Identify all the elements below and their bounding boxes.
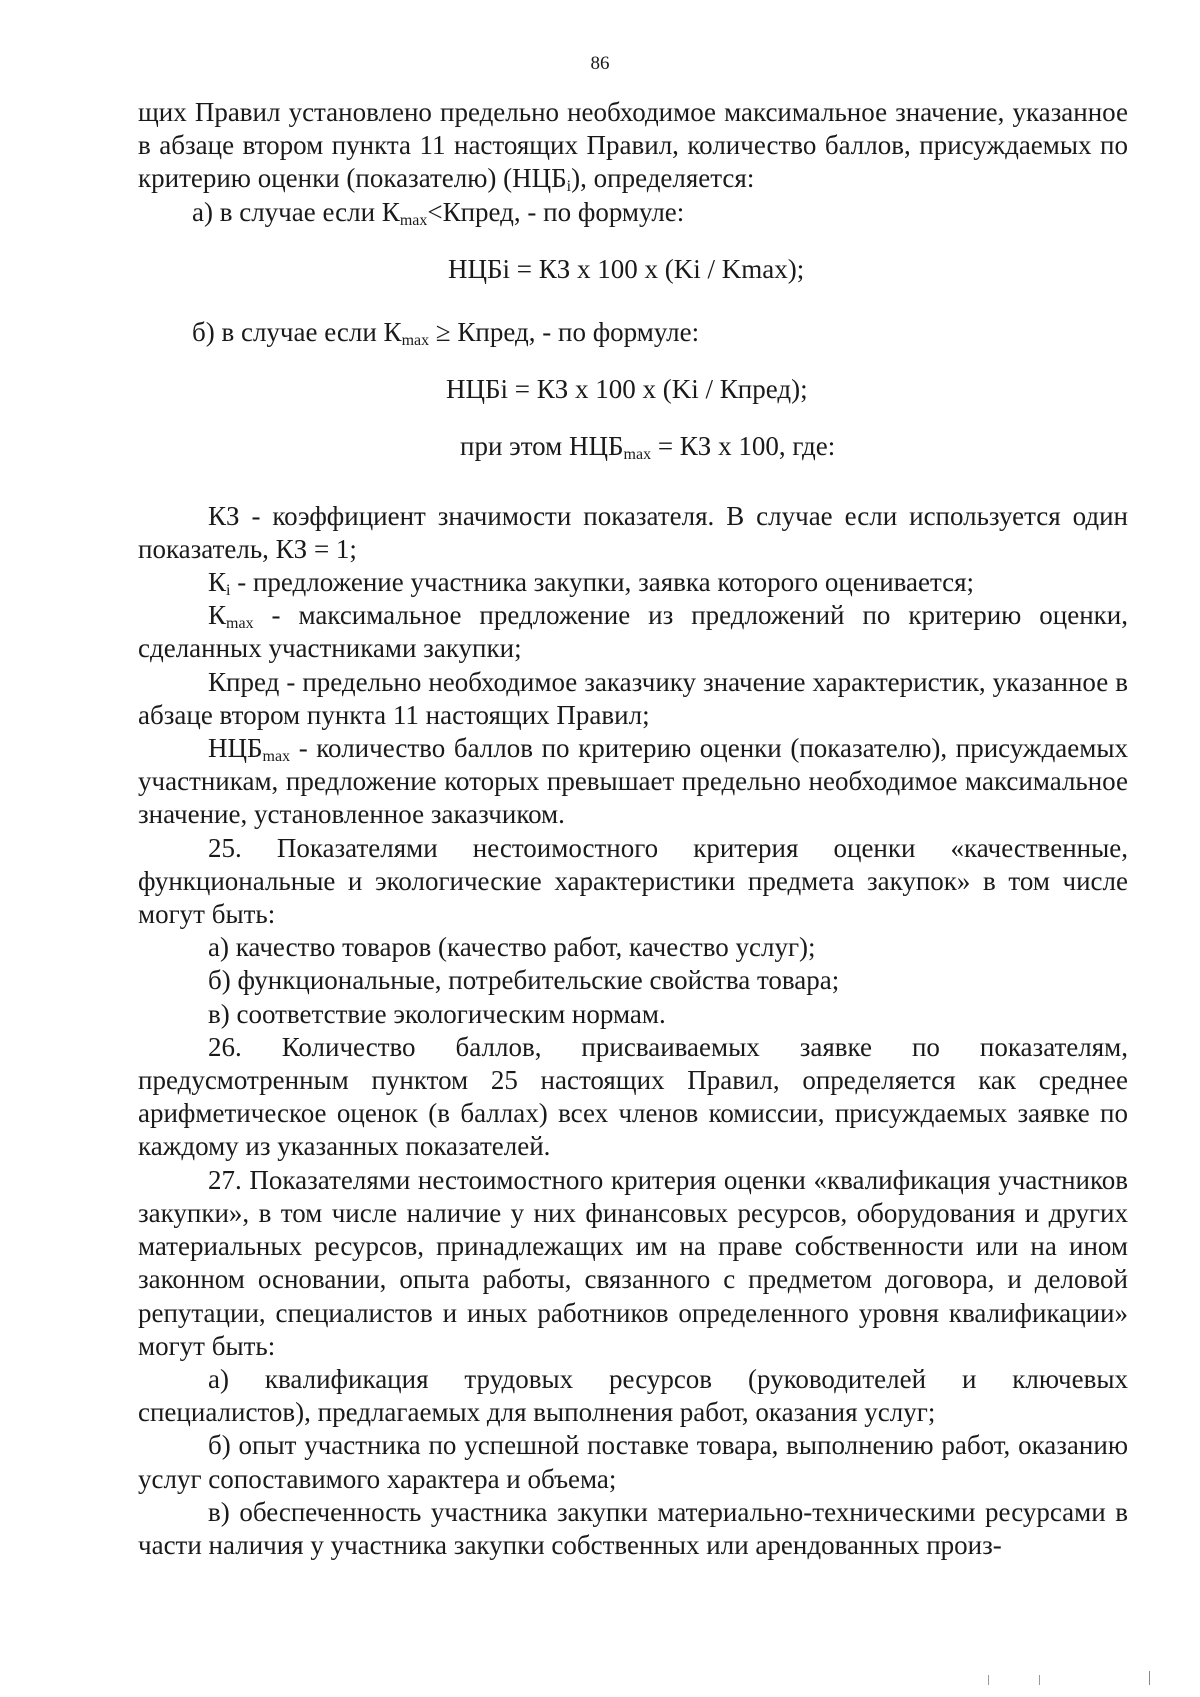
- clause-27: 27. Показателями нестоимостного критерия оценки «квалификация участников закупки», в том числе наличие у них финансовых ресурсов, оборудования и других материальных ресурсов, принадлежащих им на праве собственности или на ином законном основании, опыта работы, связанного с предметом договора, и деловой репутации, специалистов и иных работников определенного уровня квалификации» могут быть:: [138, 1164, 1128, 1361]
- definition-kmax-subscript: max: [226, 615, 254, 633]
- scan-edge-tick: [1149, 1671, 1150, 1685]
- condition-b-subscript: max: [401, 332, 430, 350]
- page-content: [138, 96, 1128, 1562]
- intro-paragraph: [138, 96, 1128, 196]
- formula-3-end: = КЗ x 100, где:: [651, 431, 836, 462]
- condition-a-text: а) в случае если К: [192, 196, 400, 227]
- page-number: 86: [590, 53, 610, 74]
- definition-ki-text: - предложение участника закупки, заявка которого оценивается;: [230, 567, 975, 598]
- formula-1: НЦБi = КЗ x 100 x (Ki / Kmax);: [448, 253, 805, 284]
- condition-b: [138, 316, 1128, 349]
- definition-kmax: [138, 599, 1128, 665]
- clause-26: 26. Количество баллов, присваиваемых заявке по показателям, предусмотренным пунктом 25 настоящих Правил, определяется как среднее арифметическое оценок (в баллах) всех членов комиссии, присуждаемых заявке по каждому из указанных показателей.: [138, 1031, 1128, 1162]
- definition-ki: [138, 566, 1128, 599]
- condition-a-subscript: max: [399, 211, 428, 229]
- intro-text: щих Правил установлено предельно необходимое максимальное значение, указанное в абзаце втором пункта 11 настоящих Правил, количество баллов, присуждаемых по критерию оценки (показателю) (НЦБ: [138, 97, 1128, 194]
- definition-ncbmax-subscript: max: [262, 748, 291, 766]
- definition-kmax-text: - максимальное предложение из предложений по критерию оценки, сделанных участниками закупки;: [138, 600, 1128, 664]
- definition-ki-subscript: i: [226, 582, 231, 600]
- condition-b-text: б) в случае если К: [192, 317, 402, 348]
- clause-27-item-a: а) квалификация трудовых ресурсов (руководителей и ключевых специалистов), предлагаемых для выполнения работ, оказания услуг;: [138, 1363, 1128, 1428]
- definition-kmax-symbol: К: [208, 600, 227, 631]
- clause-25-item-a: а) качество товаров (качество работ, качество услуг);: [208, 932, 816, 963]
- condition-a-end: <Кпред, - по формуле:: [427, 196, 685, 227]
- formula-2: НЦБi = КЗ x 100 x (Ki / Кпред);: [446, 374, 808, 405]
- condition-b-end: ≥ Кпред, - по формуле:: [429, 317, 700, 348]
- formula-3: [138, 430, 1128, 463]
- intro-end: ), определяется:: [571, 163, 755, 194]
- definition-ncbmax-text: - количество баллов по критерию оценки (показателю), присуждаемых участникам, предложение которых превышает предельно необходимое максимальное значение, установленное заказчиком.: [138, 733, 1128, 830]
- clause-25-item-c: в) соответствие экологическим нормам.: [208, 998, 666, 1029]
- clause-25: 25. Показателями нестоимостного критерия оценки «качественные, функциональные и экологические характеристики предмета закупок» в том числе могут быть:: [138, 832, 1128, 930]
- formula-3-text: при этом НЦБ: [460, 431, 624, 462]
- clause-27-item-c: в) обеспеченность участника закупки материально-техническими ресурсами в части наличия у участника закупки собственных или арендованных произ-: [138, 1496, 1128, 1560]
- clause-27-item-b: б) опыт участника по успешной поставке товара, выполнению работ, оказанию услуг сопоставимого характера и объема;: [138, 1430, 1128, 1494]
- formula-3-subscript: max: [623, 446, 652, 464]
- scan-edge-mark: [988, 1675, 1040, 1685]
- clause-25-item-b: б) функциональные, потребительские свойства товара;: [208, 965, 840, 996]
- condition-a: [138, 196, 1128, 229]
- definition-kz: КЗ - коэффициент значимости показателя. В случае если используется один показатель, КЗ = 1;: [138, 500, 1128, 564]
- intro-subscript: i: [566, 178, 572, 196]
- definition-ncbmax-symbol: НЦБ: [208, 733, 263, 764]
- definition-ncbmax: [138, 732, 1128, 832]
- definition-ki-symbol: К: [208, 567, 227, 598]
- definition-kpred: Кпред - предельно необходимое заказчику значение характеристик, указанное в абзаце втором пункта 11 настоящих Правил;: [138, 666, 1128, 730]
